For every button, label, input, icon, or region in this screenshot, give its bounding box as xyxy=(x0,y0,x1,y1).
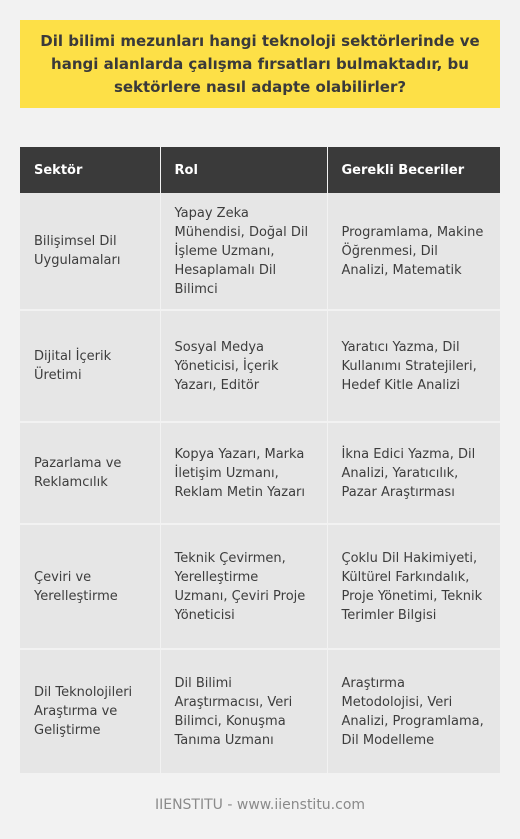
cell-skills: Programlama, Makine Öğrenmesi, Dil Analizi, Matematik xyxy=(327,193,500,310)
cell-sector: Bilişimsel Dil Uygulamaları xyxy=(20,193,160,310)
question-banner xyxy=(20,20,500,108)
table-row xyxy=(20,524,500,649)
table-header-row xyxy=(20,147,500,193)
cell-skills: Çoklu Dil Hakimiyeti, Kültürel Farkındalık, Proje Yönetimi, Teknik Terimler Bilgisi xyxy=(327,524,500,649)
cell-sector: Dijital İçerik Üretimi xyxy=(20,310,160,422)
table-row xyxy=(20,422,500,524)
cell-role: Dil Bilimi Araştırmacısı, Veri Bilimci, Konuşma Tanıma Uzmanı xyxy=(160,649,327,774)
table-row xyxy=(20,649,500,774)
question-title: Dil bilimi mezunları hangi teknoloji sektörlerinde ve hangi alanlarda çalışma fırsatları bulmaktadır, bu sektörlere nasıl adapte olabilirler? xyxy=(40,31,480,96)
cell-sector: Çeviri ve Yerelleştirme xyxy=(20,524,160,649)
cell-skills: Yaratıcı Yazma, Dil Kullanımı Stratejileri, Hedef Kitle Analizi xyxy=(327,310,500,422)
sector-table xyxy=(20,147,500,775)
table-row xyxy=(20,310,500,422)
header-role: Rol xyxy=(160,147,327,193)
footer-credit: IIENSTITU - www.iienstitu.com xyxy=(154,797,366,813)
cell-sector: Dil Teknolojileri Araştırma ve Geliştirme xyxy=(20,649,160,774)
cell-sector: Pazarlama ve Reklamcılık xyxy=(20,422,160,524)
cell-skills: Araştırma Metodolojisi, Veri Analizi, Programlama, Dil Modelleme xyxy=(327,649,500,774)
table-row xyxy=(20,193,500,310)
cell-role: Kopya Yazarı, Marka İletişim Uzmanı, Reklam Metin Yazarı xyxy=(160,422,327,524)
cell-role: Teknik Çevirmen, Yerelleştirme Uzmanı, Çeviri Proje Yöneticisi xyxy=(160,524,327,649)
cell-role: Sosyal Medya Yöneticisi, İçerik Yazarı, Editör xyxy=(160,310,327,422)
header-skills: Gerekli Beceriler xyxy=(327,147,500,193)
header-sector: Sektör xyxy=(20,147,160,193)
cell-role: Yapay Zeka Mühendisi, Doğal Dil İşleme Uzmanı, Hesaplamalı Dil Bilimci xyxy=(160,193,327,310)
cell-skills: İkna Edici Yazma, Dil Analizi, Yaratıcılık, Pazar Araştırması xyxy=(327,422,500,524)
